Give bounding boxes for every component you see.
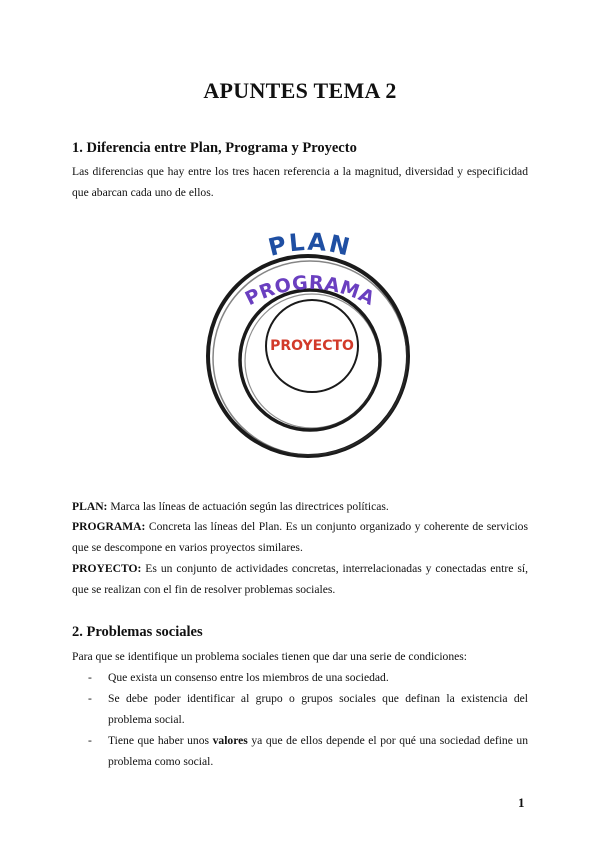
proyecto-definition	[72, 558, 528, 600]
list-item-text: Que exista un consenso entre los miembros de una sociedad.	[108, 671, 389, 684]
plan-definition	[72, 496, 528, 517]
proyecto-definition-text: Es un conjunto de actividades concretas, interrelacionadas y conectadas entre sí, que se realizan con el fin de resolver problemas sociales.	[72, 562, 528, 596]
plan-definition-text: Marca las líneas de actuación según las directrices políticas.	[107, 500, 389, 513]
list-item-text	[108, 730, 528, 772]
proyecto-label: PROYECTO	[270, 338, 354, 354]
list-item-text-bold: valores	[212, 734, 248, 747]
proyecto-definition-label: PROYECTO:	[72, 562, 142, 575]
programa-definition-text: Concreta las líneas del Plan. Es un conjunto organizado y coherente de servicios que se descompone en varios proyectos similares.	[72, 520, 528, 554]
programa-definition	[72, 516, 528, 558]
list-bullet: -	[88, 692, 92, 705]
section-1-heading: 1. Diferencia entre Plan, Programa y Proyecto	[72, 140, 357, 156]
plan-label: PLAN	[265, 228, 355, 262]
section-2-intro: Para que se identifique un problema sociales tienen que dar una serie de condiciones:	[72, 650, 468, 663]
section-2-heading: 2. Problemas sociales	[72, 624, 203, 640]
list-item-text-pre: Tiene que haber unos	[108, 734, 213, 747]
plan-programa-proyecto-diagram	[200, 228, 420, 478]
programa-label: PROGRAMA	[241, 271, 379, 311]
document-title: APUNTES TEMA 2	[203, 78, 397, 103]
list-bullet: -	[88, 671, 92, 684]
list-bullet: -	[88, 734, 92, 747]
list-item-text: Se debe poder identificar al grupo o grupos sociales que definan la existencia del problema social.	[108, 692, 528, 726]
plan-definition-label: PLAN:	[72, 500, 108, 513]
programa-definition-label: PROGRAMA:	[72, 520, 146, 533]
page-number: 1	[518, 795, 525, 810]
section-1-intro: Las diferencias que hay entre los tres hacen referencia a la magnitud, diversidad y especificidad que abarcan cada uno de ellos.	[72, 165, 528, 199]
list-item-text-post: ya que de ellos depende el por qué una sociedad define un problema como social.	[108, 734, 529, 768]
